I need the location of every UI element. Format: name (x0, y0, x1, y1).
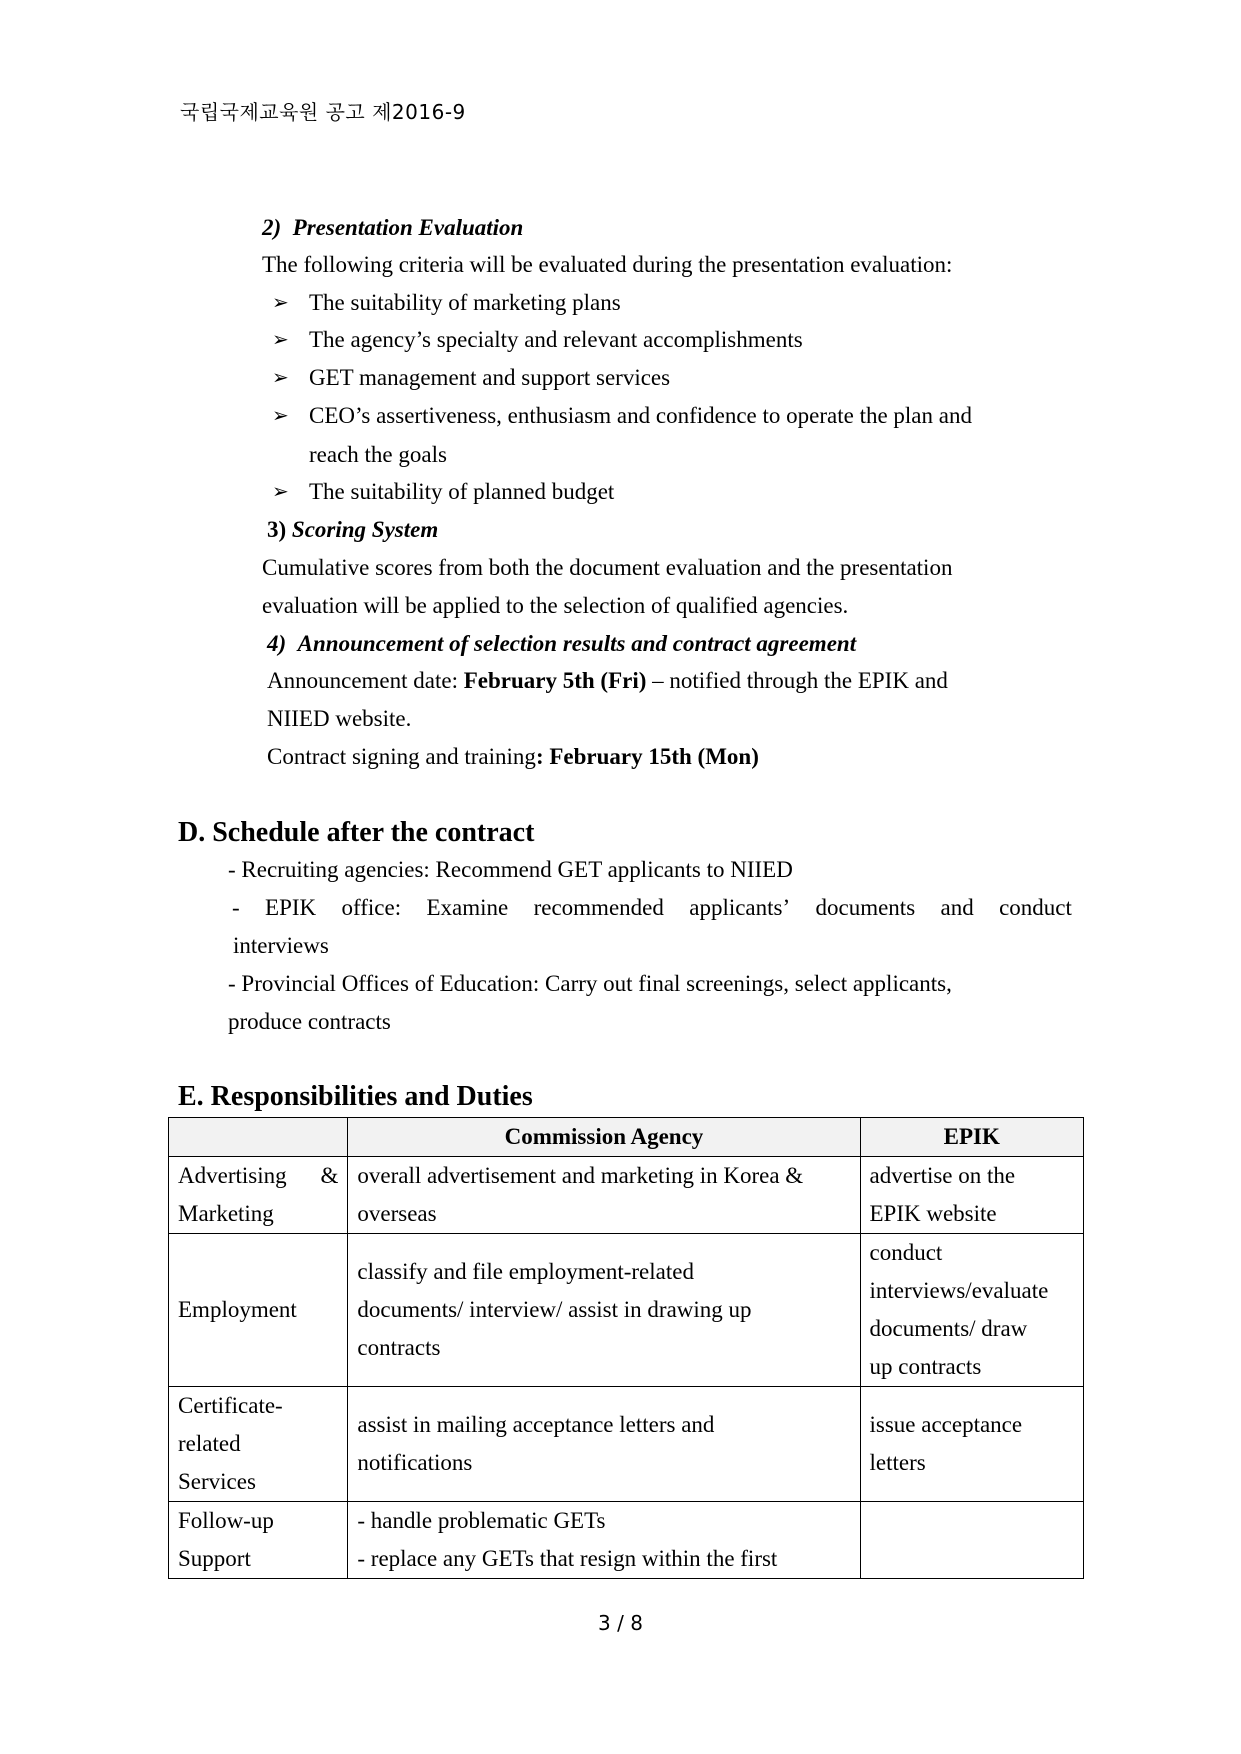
epik-cell: advertise on the EPIK website (860, 1157, 1084, 1234)
row-label-advertising: Advertising & Marketing (169, 1157, 348, 1234)
table-header-blank (169, 1118, 348, 1157)
table-header-commission-agency: Commission Agency (348, 1118, 860, 1157)
arrow-bullet-icon: ➢ (272, 405, 289, 427)
row-label-follow-up: Follow-up Support (169, 1502, 348, 1579)
criteria-item-continuation: reach the goals (309, 442, 447, 467)
section-d-heading: D. Schedule after the contract (178, 817, 535, 848)
presentation-evaluation-heading (262, 213, 523, 243)
table-row (169, 1157, 1084, 1234)
arrow-bullet-icon: ➢ (272, 329, 289, 351)
heading-title: Scoring System (291, 517, 439, 542)
epik-cell: issue acceptance letters (860, 1387, 1084, 1502)
table-header-epik: EPIK (860, 1118, 1084, 1157)
agency-cell: - handle problematic GETs - replace any GETs that resign within the first (348, 1502, 860, 1579)
row-label-certificate: Certificate- related Services (169, 1387, 348, 1502)
heading-number: 4) (267, 631, 287, 656)
schedule-item-continuation: interviews (233, 933, 329, 958)
epik-cell: conduct interviews/evaluate documents/ draw up contracts (860, 1234, 1084, 1387)
contract-signing-line: Contract signing and training: February 15th (Mon) (267, 744, 759, 769)
announcement-date-line: Announcement date: February 5th (Fri) – notified through the EPIK and (267, 668, 948, 693)
heading-number: 2) (262, 215, 282, 240)
agency-cell: classify and file employment-related documents/ interview/ assist in drawing up contracts (348, 1234, 860, 1387)
table-row (169, 1234, 1084, 1387)
arrow-bullet-icon: ➢ (272, 481, 289, 503)
schedule-item: - Recruiting agencies: Recommend GET applicants to NIIED (228, 857, 793, 882)
epik-cell-empty (860, 1502, 1084, 1579)
heading-number: 3) (267, 517, 287, 542)
scoring-system-heading (267, 515, 438, 545)
arrow-bullet-icon: ➢ (272, 292, 289, 314)
arrow-bullet-icon: ➢ (272, 367, 289, 389)
heading-title: Presentation Evaluation (292, 215, 524, 240)
schedule-item: - EPIK office: Examine recommended applicants’ documents and conduct (232, 895, 1072, 920)
page-number: 3 / 8 (598, 1611, 643, 1635)
announcement-date: February 5th (Fri) (463, 668, 647, 693)
table-row (169, 1387, 1084, 1502)
scoring-text-line: evaluation will be applied to the selection of qualified agencies. (262, 593, 849, 618)
section-e-heading: E. Responsibilities and Duties (178, 1081, 533, 1112)
announcement-date-line-2: NIIED website. (267, 706, 412, 731)
row-label-employment: Employment (169, 1234, 348, 1387)
announcement-heading (267, 629, 856, 659)
presentation-intro: The following criteria will be evaluated during the presentation evaluation: (262, 252, 953, 277)
scoring-text-line: Cumulative scores from both the document evaluation and the presentation (262, 555, 953, 580)
schedule-item-continuation: produce contracts (228, 1009, 391, 1034)
table-header-row (169, 1118, 1084, 1157)
heading-title: Announcement of selection results and contract agreement (297, 631, 857, 656)
schedule-item: - Provincial Offices of Education: Carry out final screenings, select applicants, (228, 971, 952, 996)
table-row (169, 1502, 1084, 1579)
agency-cell: assist in mailing acceptance letters and notifications (348, 1387, 860, 1502)
document-header: 국립국제교육원 공고 제2016-9 (180, 100, 466, 124)
responsibilities-table (168, 1117, 1084, 1579)
contract-signing-date: : February 15th (Mon) (535, 744, 759, 769)
agency-cell: overall advertisement and marketing in Korea & overseas (348, 1157, 860, 1234)
